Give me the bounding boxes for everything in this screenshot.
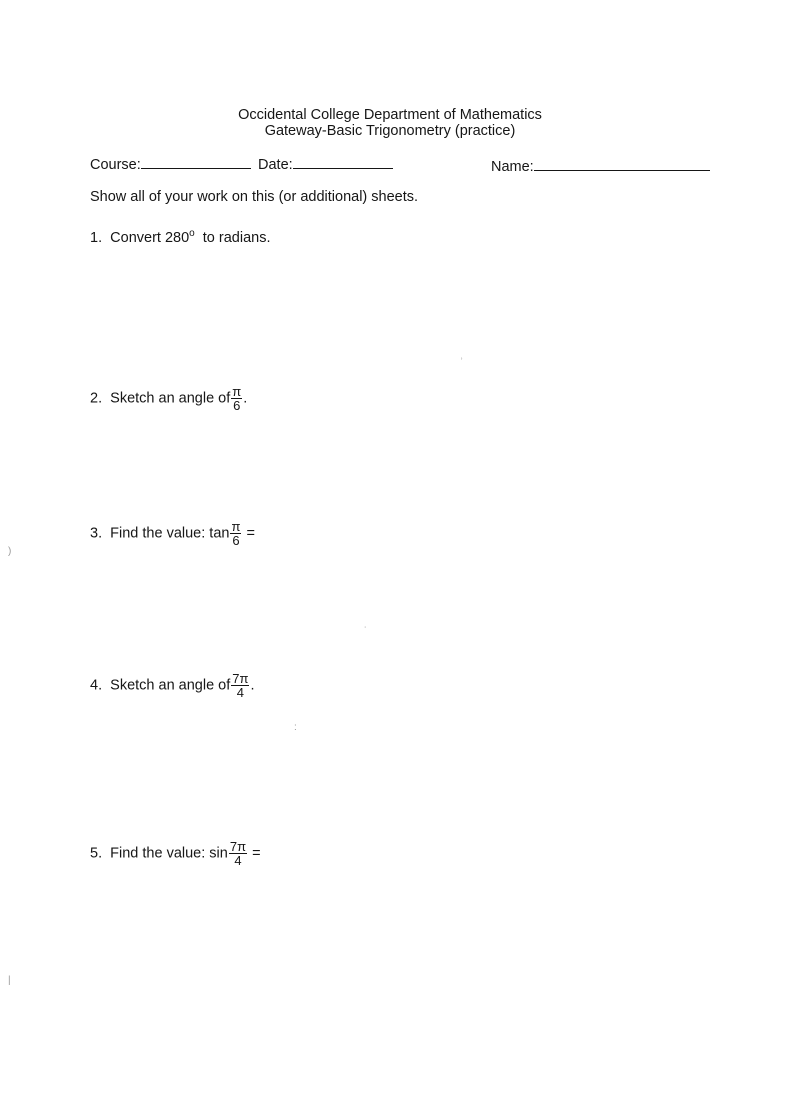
question-text: Sketch an angle of — [110, 390, 231, 407]
question-number: 3. — [90, 525, 103, 542]
scan-speck: ˒ — [460, 352, 464, 363]
course-field — [90, 155, 251, 173]
department-title: Occidental College Department of Mathematics — [238, 107, 542, 123]
date-field — [258, 155, 393, 173]
fraction — [230, 520, 241, 547]
question-number: 2. — [90, 390, 103, 407]
fraction-numerator: π — [231, 519, 241, 534]
question-text: Find the value: tan — [110, 525, 230, 542]
question-number: 4. — [90, 677, 103, 694]
degree-symbol: o — [189, 228, 195, 239]
fraction-denominator: 4 — [234, 853, 242, 868]
scan-speck: | — [8, 975, 11, 986]
fraction — [229, 840, 247, 867]
fraction — [231, 672, 249, 699]
question-3 — [90, 520, 255, 547]
name-label: Name: — [491, 159, 534, 175]
fraction — [231, 385, 242, 412]
name-blank — [534, 157, 710, 171]
question-text: Sketch an angle of — [110, 677, 231, 694]
name-field — [491, 157, 710, 175]
question-4 — [90, 672, 255, 699]
question-suffix: to radians. — [198, 229, 271, 246]
question-number: 1. — [90, 229, 103, 246]
question-5 — [90, 840, 261, 867]
fraction-numerator: π — [232, 384, 242, 399]
scan-speck: ) — [8, 546, 12, 557]
fraction-numerator: 7π — [232, 671, 249, 686]
question-suffix: = — [248, 845, 261, 862]
worksheet-title: Gateway-Basic Trigonometry (practice) — [264, 123, 516, 139]
fraction-denominator: 4 — [236, 685, 244, 700]
date-label: Date: — [258, 157, 293, 173]
instructions: Show all of your work on this (or additional) sheets. — [90, 189, 419, 205]
date-blank — [293, 155, 393, 169]
fraction-denominator: 6 — [232, 533, 240, 548]
scan-speck: : — [294, 722, 297, 733]
question-number: 5. — [90, 845, 103, 862]
scan-speck: ˙ — [364, 626, 368, 637]
fraction-numerator: 7π — [229, 839, 247, 854]
course-blank — [141, 155, 251, 169]
question-suffix: . — [250, 677, 255, 694]
question-1 — [90, 228, 271, 246]
question-text: Find the value: sin — [110, 845, 228, 862]
question-2 — [90, 385, 247, 412]
question-text: Convert 280 — [110, 229, 190, 246]
question-suffix: . — [243, 390, 248, 407]
question-suffix: = — [242, 525, 255, 542]
fraction-denominator: 6 — [233, 398, 241, 413]
course-label: Course: — [90, 157, 141, 173]
